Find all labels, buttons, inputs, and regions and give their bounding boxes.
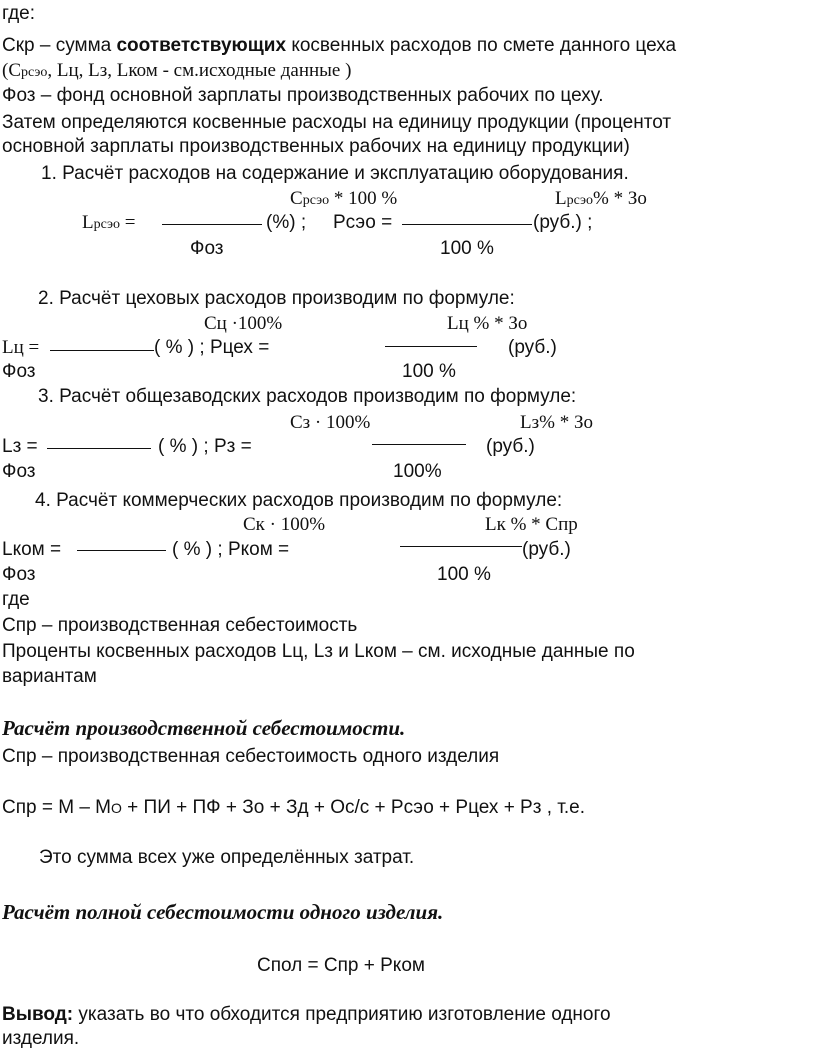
formula4-num-right: Lк % * Спр: [485, 514, 578, 535]
formula3-lhs: Lз =: [2, 436, 38, 457]
foz-definition: Фоз – фонд основной зарплаты производственных рабочих по цеху.: [2, 85, 604, 106]
f1-lhs-main: L: [82, 212, 94, 233]
formula4-heading: 4. Расчёт коммерческих расходов производим по формуле:: [35, 490, 563, 511]
f1-lhs-sub: рсэо: [93, 217, 121, 232]
formula3-den-left: Фоз: [2, 461, 36, 482]
formula4-lhs: Lком =: [2, 539, 62, 560]
formula3-heading: 3. Расчёт общезаводских расходов производим по формуле:: [38, 386, 577, 407]
f1-num-left-sub: рсэо: [302, 193, 330, 208]
prod-formula-b: + ПИ + ПФ + Зо + Зд + Ос/с + Рсэо + Рцех + Рз , т.е.: [121, 797, 586, 818]
formula2-den-right: 100 %: [402, 361, 456, 382]
conclusion-line2: изделия.: [2, 1028, 80, 1049]
formula2-unit: (руб.): [508, 337, 557, 358]
formula3-unit: (руб.): [486, 436, 535, 457]
production-cost-title: Расчёт производственной себестоимости.: [2, 716, 406, 740]
spr-definition: Спр – производственная себестоимость: [2, 615, 358, 636]
skr-definition: [2, 35, 676, 57]
percent-note-line2: вариантам: [2, 666, 97, 687]
formula4-num-left: Ск · 100%: [243, 514, 326, 535]
f1-num-left-rest: * 100 %: [329, 188, 398, 209]
formula4-fraction-bar-left: [77, 550, 166, 551]
skr-params-open: (С: [2, 60, 21, 81]
formula3-num-right: Lз% * Зо: [520, 412, 593, 433]
formula2-heading: 2. Расчёт цеховых расходов производим по формуле:: [38, 288, 515, 309]
formula2-fraction-bar-left: [50, 350, 154, 351]
formula2-pct: ( % ) ; Рцех =: [154, 337, 270, 358]
conclusion-line1: [2, 1004, 611, 1026]
f1-lhs-eq: =: [120, 212, 136, 233]
prod-formula-sub: О: [111, 800, 122, 816]
skr-prefix: Скр – сумма: [2, 35, 117, 56]
full-cost-title: Расчёт полной себестоимости одного изделия.: [2, 900, 444, 924]
formula1-pct: (%) ;: [266, 212, 307, 233]
formula4-den-right: 100 %: [437, 564, 491, 585]
formula2-lhs: Lц =: [2, 337, 40, 358]
formula1-heading: 1. Расчёт расходов на содержание и эксплуатацию оборудования.: [41, 163, 629, 184]
formula1-num-right: [555, 188, 647, 212]
conclusion-text: указать во что обходится предприятию изготовление одного: [73, 1004, 611, 1025]
formula4-fraction-bar-right: [400, 546, 522, 547]
formula1-fraction-bar-left: [162, 224, 262, 225]
f1-num-right-rest: % * Зо: [593, 188, 647, 209]
production-cost-note: Это сумма всех уже определённых затрат.: [39, 847, 415, 868]
skr-bold-word: соответствующих: [116, 35, 287, 56]
f1-num-left-main: С: [290, 188, 303, 209]
then-text-line2: основной зарплаты производственных рабочих на единицу продукции): [2, 136, 630, 157]
skr-params: [2, 60, 351, 84]
formula2-num-left: Сц ·100%: [204, 313, 283, 334]
formula1-fraction-bar-right: [402, 224, 532, 225]
formula1-unit: (руб.) ;: [533, 212, 593, 233]
f1-num-right-main: L: [555, 188, 567, 209]
prod-formula-a: Спр = М – М: [2, 797, 112, 818]
formula1-den-left: Фоз: [190, 238, 224, 259]
then-text-line1: Затем определяются косвенные расходы на единицу продукции (процентот: [2, 112, 672, 133]
formula3-pct: ( % ) ; Рз =: [158, 436, 252, 457]
production-cost-formula: [2, 797, 585, 819]
skr-rest: косвенных расходов по смете данного цеха: [286, 35, 677, 56]
skr-params-rest: , Lц, Lз, Lком - см.исходные данные ): [47, 60, 352, 81]
production-cost-definition: Спр – производственная себестоимость одного изделия: [2, 746, 500, 767]
where-label: где:: [2, 3, 36, 24]
formula3-num-left: Сз · 100%: [290, 412, 371, 433]
where-label-2: где: [2, 589, 30, 610]
full-cost-formula: Спол = Спр + Рком: [257, 955, 425, 976]
formula3-fraction-bar-right: [372, 444, 466, 445]
formula1-rhs-eq: Рсэо =: [333, 212, 393, 233]
formula2-fraction-bar-right: [385, 346, 477, 347]
formula4-den-left: Фоз: [2, 564, 36, 585]
formula3-den-right: 100%: [393, 461, 442, 482]
formula3-fraction-bar-left: [47, 448, 151, 449]
percent-note-line1: Проценты косвенных расходов Lц, Lз и Lком – см. исходные данные по: [2, 641, 635, 662]
formula1-den-right: 100 %: [440, 238, 494, 259]
formula4-pct: ( % ) ; Рком =: [172, 539, 290, 560]
formula2-den-left: Фоз: [2, 361, 36, 382]
conclusion-label: Вывод:: [2, 1004, 74, 1025]
formula4-unit: (руб.): [522, 539, 571, 560]
formula2-num-right: Lц % * Зо: [447, 313, 528, 334]
f1-num-right-sub: рсэо: [566, 193, 594, 208]
formula1-num-left: [290, 188, 397, 212]
formula1-lhs: [82, 212, 135, 236]
skr-params-sub: рсэо: [21, 65, 48, 80]
